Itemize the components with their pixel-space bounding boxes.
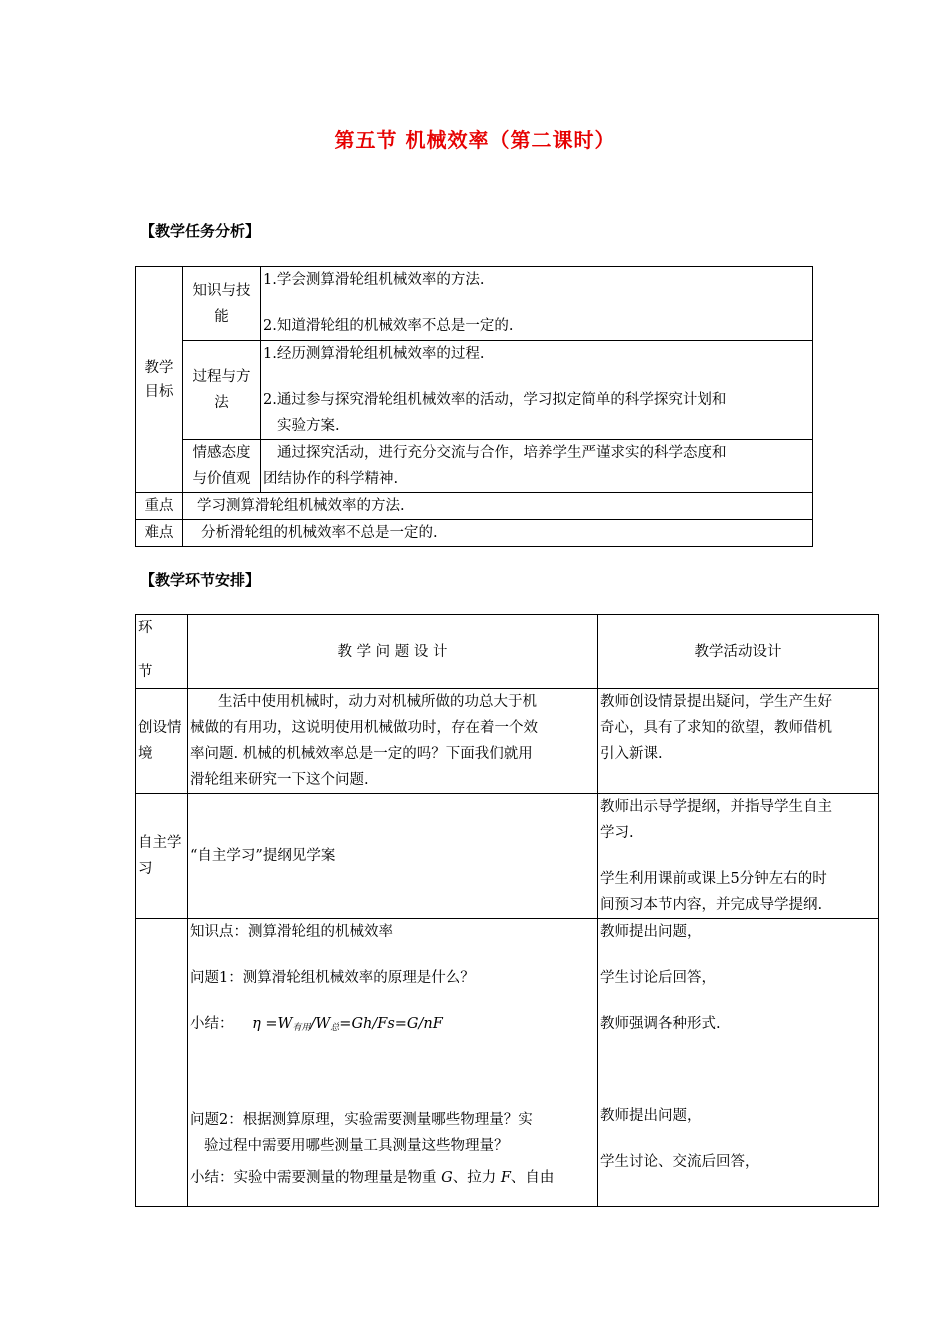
activity-text: 间预习本节内容，并完成导学提纲.	[600, 897, 823, 913]
formula-part: =W	[260, 1016, 293, 1032]
activity-cell	[598, 689, 879, 794]
activity-text: 教师创设情景提出疑问，学生产生好	[600, 694, 832, 710]
activity-text: 学习.	[600, 825, 634, 841]
goal-label: 教学目标	[144, 359, 174, 400]
summary-part: 、拉力	[452, 1170, 501, 1186]
category-label: 情感态度与价值观	[192, 445, 251, 487]
category-label: 过程与方法	[192, 369, 251, 411]
question-text: 滑轮组来研究一下这个问题.	[190, 772, 369, 788]
objective-text: 2.通过参与探究滑轮组机械效率的活动，学习拟定简单的科学探究计划和	[263, 392, 727, 408]
formula-eta: η	[252, 1016, 261, 1032]
key-point-text: 学习测算滑轮组机械效率的方法.	[183, 493, 813, 520]
activity-text: 教师强调各种形式.	[600, 1016, 721, 1032]
question-text: 问题2：根据测算原理，实验需要测量哪些物理量？实	[190, 1112, 533, 1128]
formula-part: /W	[310, 1016, 331, 1032]
objective-cell	[261, 267, 813, 341]
objective-text: 实验方案.	[277, 418, 340, 434]
summary-label: 小结：	[190, 1016, 234, 1032]
activity-text: 教师提出问题，	[600, 924, 702, 940]
activity-text: 教师出示导学提纲，并指导学生自主	[600, 799, 832, 815]
activity-cell	[598, 794, 879, 919]
knowledge-point-text: 知识点：测算滑轮组的机械效率	[190, 924, 393, 940]
activity-text: 学生讨论后回答，	[600, 970, 716, 986]
task-analysis-table	[135, 266, 813, 547]
category-cell	[183, 267, 261, 341]
summary-text	[190, 1165, 595, 1191]
objective-text: 团结协作的科学精神.	[263, 471, 399, 487]
objective-text: 2.知道滑轮组的机械效率不总是一定的.	[263, 318, 514, 334]
summary-formula	[190, 1011, 595, 1041]
question-design-header: 教 学 问 题 设 计	[188, 615, 598, 689]
stage-cell-empty	[136, 919, 188, 1207]
summary-part: 、自由	[510, 1170, 555, 1186]
activity-text: 奇心，具有了求知的欲望，教师借机	[600, 720, 832, 736]
question-text: 验过程中需要用哪些测量工具测量这些物理量？	[204, 1138, 509, 1154]
category-cell	[183, 440, 261, 493]
stage-header-cell	[136, 615, 188, 689]
section-heading-task-analysis: 【教学任务分析】	[140, 222, 261, 240]
activity-text: 教师提出问题，	[600, 1108, 702, 1124]
stage-cell	[136, 794, 188, 919]
activity-text: 引入新课.	[600, 746, 663, 762]
category-label: 知识与技能	[192, 282, 251, 325]
stage-header-top: 环	[138, 620, 153, 636]
teaching-steps-table	[135, 614, 879, 1207]
difficult-point-label: 难点	[136, 520, 183, 547]
stage-label: 自主学习	[138, 835, 182, 877]
question-text: 率问题. 机械的机械效率总是一定的吗？下面我们就用	[190, 746, 533, 762]
objective-text: 1.学会测算滑轮组机械效率的方法.	[263, 272, 485, 288]
question-text: 生活中使用机械时，动力对机械所做的功总大于机	[218, 694, 537, 710]
formula-subscript: 有用	[292, 1023, 311, 1033]
objective-text: 1.经历测算滑轮组机械效率的过程.	[263, 346, 485, 362]
activity-design-header: 教学活动设计	[598, 615, 879, 689]
activity-text: 学生利用课前或课上5分钟左右的时	[600, 871, 827, 887]
section-heading-teaching-steps: 【教学环节安排】	[140, 571, 261, 589]
question-cell	[188, 919, 598, 1207]
formula-subscript: 总	[330, 1023, 340, 1033]
activity-text: 学生讨论、交流后回答，	[600, 1154, 760, 1170]
stage-header-bottom: 节	[138, 664, 153, 680]
question-text: 问题1：测算滑轮组机械效率的原理是什么？	[190, 970, 475, 986]
formula-part: =Gh/Fs=G/nF	[339, 1016, 443, 1032]
question-cell	[188, 689, 598, 794]
symbol-g: G	[441, 1170, 453, 1186]
key-point-label: 重点	[136, 493, 183, 520]
page-title: 第五节 机械效率（第二课时）	[334, 128, 616, 152]
difficult-point-text: 分析滑轮组的机械效率不总是一定的.	[183, 520, 813, 547]
symbol-f: F	[500, 1170, 511, 1186]
goal-label-cell	[136, 267, 183, 493]
activity-cell	[598, 919, 879, 1207]
stage-cell	[136, 689, 188, 794]
objective-cell	[261, 440, 813, 493]
summary-part: 小结：实验中需要测量的物理量是物重	[190, 1170, 442, 1186]
objective-cell	[261, 341, 813, 440]
question-text: “自主学习”提纲见学案	[188, 794, 598, 919]
question-text: 械做的有用功，这说明使用机械做功时，存在着一个效	[190, 720, 538, 736]
category-cell	[183, 341, 261, 440]
objective-text: 通过探究活动，进行充分交流与合作，培养学生严谨求实的科学态度和	[277, 445, 727, 461]
stage-label: 创设情境	[138, 720, 182, 762]
